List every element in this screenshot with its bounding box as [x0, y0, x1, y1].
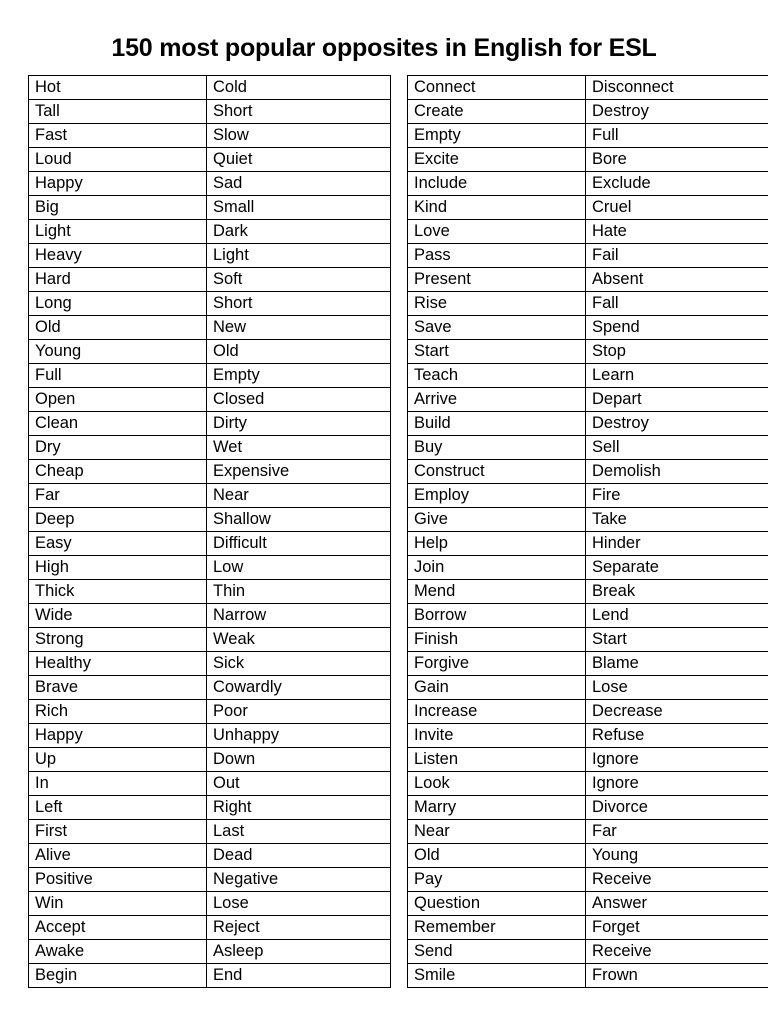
word-cell: Fast: [29, 124, 207, 148]
table-row: [29, 220, 391, 244]
word-cell: Connect: [408, 76, 586, 100]
opposite-cell: Slow: [207, 124, 391, 148]
word-cell: Accept: [29, 916, 207, 940]
opposite-cell: Depart: [586, 388, 768, 412]
opposite-cell: Lose: [586, 676, 768, 700]
word-cell: Open: [29, 388, 207, 412]
opposite-cell: Difficult: [207, 532, 391, 556]
opposite-cell: Dead: [207, 844, 391, 868]
word-cell: Thick: [29, 580, 207, 604]
table-row: [408, 940, 768, 964]
word-cell: Long: [29, 292, 207, 316]
opposite-cell: Sick: [207, 652, 391, 676]
word-cell: Remember: [408, 916, 586, 940]
word-cell: Dry: [29, 436, 207, 460]
opposite-cell: Negative: [207, 868, 391, 892]
opposite-cell: New: [207, 316, 391, 340]
table-row: [29, 844, 391, 868]
word-cell: Begin: [29, 964, 207, 988]
table-row: [408, 196, 768, 220]
opposite-cell: Exclude: [586, 172, 768, 196]
table-row: [29, 436, 391, 460]
opposite-cell: Weak: [207, 628, 391, 652]
word-cell: Help: [408, 532, 586, 556]
table-row: [29, 268, 391, 292]
word-cell: Include: [408, 172, 586, 196]
opposite-cell: End: [207, 964, 391, 988]
table-row: [29, 100, 391, 124]
opposite-cell: Start: [586, 628, 768, 652]
word-cell: Cheap: [29, 460, 207, 484]
word-cell: Finish: [408, 628, 586, 652]
table-row: [408, 244, 768, 268]
opposite-cell: Frown: [586, 964, 768, 988]
word-cell: Loud: [29, 148, 207, 172]
word-cell: Full: [29, 364, 207, 388]
table-row: [29, 628, 391, 652]
opposite-cell: Empty: [207, 364, 391, 388]
table-row: [29, 76, 391, 100]
opposites-table-left: [28, 75, 391, 988]
opposite-cell: Destroy: [586, 412, 768, 436]
table-row: [29, 868, 391, 892]
word-cell: Strong: [29, 628, 207, 652]
opposite-cell: Dirty: [207, 412, 391, 436]
opposite-cell: Lose: [207, 892, 391, 916]
table-row: [408, 220, 768, 244]
table-row: [408, 172, 768, 196]
opposite-cell: Take: [586, 508, 768, 532]
table-row: [408, 916, 768, 940]
opposite-cell: Cruel: [586, 196, 768, 220]
opposite-cell: Cowardly: [207, 676, 391, 700]
table-row: [408, 412, 768, 436]
opposite-cell: Short: [207, 100, 391, 124]
table-row: [408, 892, 768, 916]
opposite-cell: Learn: [586, 364, 768, 388]
table-row: [29, 820, 391, 844]
opposite-cell: Bore: [586, 148, 768, 172]
word-cell: Awake: [29, 940, 207, 964]
opposite-cell: Thin: [207, 580, 391, 604]
word-cell: High: [29, 556, 207, 580]
opposites-table-right-body: [408, 76, 768, 988]
opposite-cell: Reject: [207, 916, 391, 940]
opposite-cell: Absent: [586, 268, 768, 292]
word-cell: Invite: [408, 724, 586, 748]
word-cell: Send: [408, 940, 586, 964]
word-cell: Alive: [29, 844, 207, 868]
opposites-table-right: [407, 75, 768, 988]
table-row: [408, 724, 768, 748]
opposite-cell: Small: [207, 196, 391, 220]
word-cell: Start: [408, 340, 586, 364]
word-cell: Heavy: [29, 244, 207, 268]
table-row: [29, 916, 391, 940]
table-row: [29, 292, 391, 316]
table-row: [408, 148, 768, 172]
word-cell: Kind: [408, 196, 586, 220]
opposite-cell: Answer: [586, 892, 768, 916]
table-row: [29, 964, 391, 988]
page-title: 150 most popular opposites in English for ESL: [111, 34, 657, 62]
word-cell: Far: [29, 484, 207, 508]
table-row: [408, 268, 768, 292]
table-row: [29, 364, 391, 388]
table-row: [408, 580, 768, 604]
word-cell: Young: [29, 340, 207, 364]
word-cell: Gain: [408, 676, 586, 700]
opposite-cell: Soft: [207, 268, 391, 292]
opposite-cell: Fail: [586, 244, 768, 268]
table-row: [408, 652, 768, 676]
word-cell: Smile: [408, 964, 586, 988]
table-row: [29, 604, 391, 628]
opposite-cell: Down: [207, 748, 391, 772]
opposite-cell: Asleep: [207, 940, 391, 964]
opposite-cell: Refuse: [586, 724, 768, 748]
opposite-cell: Lend: [586, 604, 768, 628]
table-row: [408, 100, 768, 124]
word-cell: Rise: [408, 292, 586, 316]
opposite-cell: Full: [586, 124, 768, 148]
word-cell: Positive: [29, 868, 207, 892]
opposite-cell: Light: [207, 244, 391, 268]
opposite-cell: Sad: [207, 172, 391, 196]
word-cell: Left: [29, 796, 207, 820]
word-cell: Build: [408, 412, 586, 436]
table-row: [408, 700, 768, 724]
word-cell: Question: [408, 892, 586, 916]
word-cell: Forgive: [408, 652, 586, 676]
table-row: [408, 844, 768, 868]
word-cell: Win: [29, 892, 207, 916]
table-row: [408, 508, 768, 532]
opposite-cell: Closed: [207, 388, 391, 412]
opposite-cell: Far: [586, 820, 768, 844]
word-cell: Borrow: [408, 604, 586, 628]
opposite-cell: Spend: [586, 316, 768, 340]
table-row: [408, 532, 768, 556]
word-cell: Wide: [29, 604, 207, 628]
opposite-cell: Ignore: [586, 748, 768, 772]
word-cell: Employ: [408, 484, 586, 508]
word-cell: Create: [408, 100, 586, 124]
opposite-cell: Unhappy: [207, 724, 391, 748]
word-cell: Look: [408, 772, 586, 796]
word-cell: First: [29, 820, 207, 844]
opposite-cell: Last: [207, 820, 391, 844]
word-cell: Hard: [29, 268, 207, 292]
opposite-cell: Separate: [586, 556, 768, 580]
table-row: [408, 316, 768, 340]
opposite-cell: Fire: [586, 484, 768, 508]
table-row: [408, 628, 768, 652]
opposite-cell: Out: [207, 772, 391, 796]
table-row: [408, 460, 768, 484]
word-cell: Easy: [29, 532, 207, 556]
table-row: [408, 748, 768, 772]
table-row: [29, 556, 391, 580]
opposite-cell: Receive: [586, 868, 768, 892]
table-row: [29, 940, 391, 964]
table-row: [29, 796, 391, 820]
opposite-cell: Blame: [586, 652, 768, 676]
table-row: [29, 700, 391, 724]
opposites-table-left-body: [29, 76, 391, 988]
table-row: [29, 172, 391, 196]
word-cell: Happy: [29, 172, 207, 196]
word-cell: Old: [29, 316, 207, 340]
word-cell: Pay: [408, 868, 586, 892]
opposite-cell: Old: [207, 340, 391, 364]
opposite-cell: Young: [586, 844, 768, 868]
opposite-cell: Dark: [207, 220, 391, 244]
opposite-cell: Receive: [586, 940, 768, 964]
table-row: [408, 436, 768, 460]
word-cell: Arrive: [408, 388, 586, 412]
opposite-cell: Hate: [586, 220, 768, 244]
table-row: [29, 724, 391, 748]
table-row: [29, 532, 391, 556]
opposite-cell: Cold: [207, 76, 391, 100]
opposite-cell: Expensive: [207, 460, 391, 484]
opposite-cell: Fall: [586, 292, 768, 316]
table-row: [408, 364, 768, 388]
table-row: [408, 340, 768, 364]
opposite-cell: Ignore: [586, 772, 768, 796]
word-cell: Teach: [408, 364, 586, 388]
word-cell: Hot: [29, 76, 207, 100]
word-cell: Old: [408, 844, 586, 868]
table-row: [29, 460, 391, 484]
opposite-cell: Sell: [586, 436, 768, 460]
word-cell: Save: [408, 316, 586, 340]
opposite-cell: Disconnect: [586, 76, 768, 100]
table-row: [29, 412, 391, 436]
table-row: [408, 292, 768, 316]
word-cell: Buy: [408, 436, 586, 460]
word-cell: Mend: [408, 580, 586, 604]
word-cell: Healthy: [29, 652, 207, 676]
opposite-cell: Quiet: [207, 148, 391, 172]
table-row: [29, 148, 391, 172]
opposite-cell: Destroy: [586, 100, 768, 124]
table-row: [29, 580, 391, 604]
word-cell: Increase: [408, 700, 586, 724]
opposite-cell: Near: [207, 484, 391, 508]
word-cell: Rich: [29, 700, 207, 724]
table-row: [29, 124, 391, 148]
table-row: [29, 652, 391, 676]
opposite-cell: Stop: [586, 340, 768, 364]
opposite-cell: Narrow: [207, 604, 391, 628]
word-cell: Marry: [408, 796, 586, 820]
word-cell: Near: [408, 820, 586, 844]
table-row: [408, 556, 768, 580]
word-cell: Light: [29, 220, 207, 244]
table-row: [29, 340, 391, 364]
word-cell: Empty: [408, 124, 586, 148]
table-row: [408, 388, 768, 412]
opposite-cell: Demolish: [586, 460, 768, 484]
word-cell: Join: [408, 556, 586, 580]
opposite-cell: Wet: [207, 436, 391, 460]
opposite-cell: Forget: [586, 916, 768, 940]
opposite-cell: Right: [207, 796, 391, 820]
table-row: [29, 244, 391, 268]
table-row: [408, 484, 768, 508]
table-row: [29, 772, 391, 796]
table-row: [408, 868, 768, 892]
word-cell: Brave: [29, 676, 207, 700]
table-row: [408, 676, 768, 700]
word-cell: Excite: [408, 148, 586, 172]
word-cell: Pass: [408, 244, 586, 268]
table-row: [408, 124, 768, 148]
word-cell: In: [29, 772, 207, 796]
table-row: [29, 748, 391, 772]
table-row: [29, 196, 391, 220]
word-cell: Clean: [29, 412, 207, 436]
table-row: [408, 820, 768, 844]
opposite-cell: Short: [207, 292, 391, 316]
opposite-cell: Decrease: [586, 700, 768, 724]
table-row: [408, 772, 768, 796]
table-row: [29, 892, 391, 916]
word-cell: Up: [29, 748, 207, 772]
word-cell: Tall: [29, 100, 207, 124]
table-row: [29, 508, 391, 532]
opposite-cell: Hinder: [586, 532, 768, 556]
table-row: [29, 484, 391, 508]
opposite-cell: Break: [586, 580, 768, 604]
word-cell: Give: [408, 508, 586, 532]
table-row: [29, 676, 391, 700]
word-cell: Love: [408, 220, 586, 244]
opposite-cell: Shallow: [207, 508, 391, 532]
table-row: [408, 76, 768, 100]
word-cell: Construct: [408, 460, 586, 484]
word-cell: Present: [408, 268, 586, 292]
table-row: [29, 388, 391, 412]
opposite-cell: Low: [207, 556, 391, 580]
word-cell: Big: [29, 196, 207, 220]
opposite-cell: Divorce: [586, 796, 768, 820]
word-cell: Listen: [408, 748, 586, 772]
opposite-cell: Poor: [207, 700, 391, 724]
word-cell: Deep: [29, 508, 207, 532]
word-cell: Happy: [29, 724, 207, 748]
table-row: [408, 796, 768, 820]
table-row: [29, 316, 391, 340]
table-row: [408, 964, 768, 988]
table-row: [408, 604, 768, 628]
